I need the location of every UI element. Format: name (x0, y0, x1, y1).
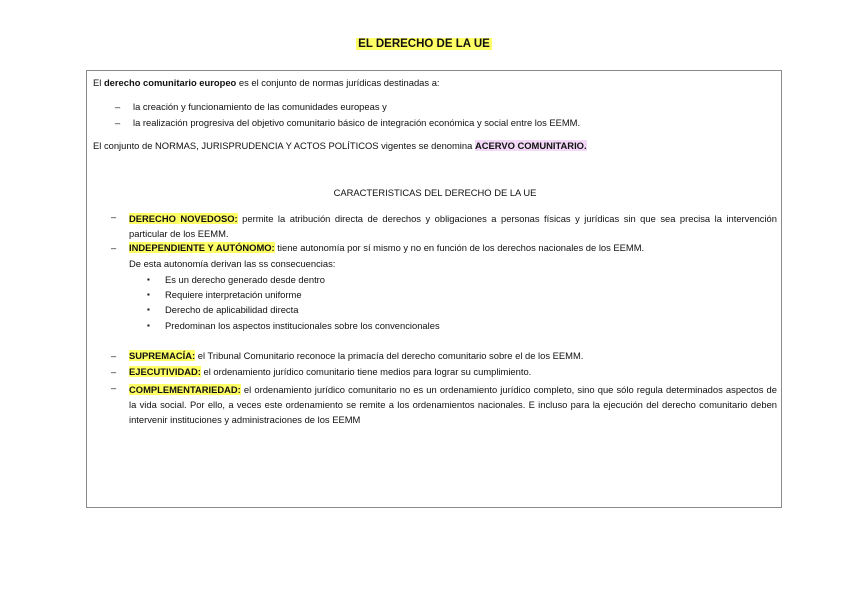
dash-marker: – (111, 211, 117, 222)
consecuencia-1: Es un derecho generado desde dentro (165, 274, 326, 285)
item-complementariedad: COMPLEMENTARIEDAD: el ordenamiento jurídico comunitario no es un ordenamiento jurídico completo, sino que sólo regula determinados aspectos de la vida social. Por ello, a veces este ordenamiento se remite a los ordenamientos nacionales. E incluso para la ejecución del derecho comunitario deben intervenir instituciones y administraciones de los EEMM (129, 384, 777, 425)
characteristics-heading: CARACTERISTICAS DEL DERECHO DE LA UE (333, 187, 537, 198)
consecuencia-4: Predominan los aspectos institucionales sobre los convencionales (165, 320, 440, 331)
item-ejecutividad: EJECUTIVIDAD: el ordenamiento jurídico comunitario tiene medios para lograr su cumplimiento. (129, 366, 532, 377)
intro-bold-term: derecho comunitario europeo (103, 77, 237, 88)
content-box (86, 70, 782, 508)
acervo-line: El conjunto de NORMAS, JURISPRUDENCIA Y ACTOS POLÍTICOS vigentes se denomina ACERVO COMUNITARIO. (93, 140, 587, 151)
label-complementariedad: COMPLEMENTARIEDAD: (129, 384, 241, 395)
bullet-marker: ▪ (147, 275, 150, 284)
dash-marker: – (111, 242, 117, 253)
item-supremacia: SUPREMACÍA: el Tribunal Comunitario reconoce la primacía del derecho comunitario sobre el de los EEMM. (129, 350, 584, 361)
dash-marker: – (111, 382, 117, 393)
item-novedoso: DERECHO NOVEDOSO: permite la atribución directa de derechos y obligaciones a personas físicas y jurídicas sin que sea precisa la intervención particular de los EEMM. (129, 213, 777, 239)
consecuencia-3: Derecho de aplicabilidad directa (165, 304, 299, 315)
dash-marker: – (115, 117, 121, 128)
document-title-text: EL DERECHO DE LA UE (358, 38, 490, 50)
label-ejecutividad: EJECUTIVIDAD: (129, 366, 201, 377)
intro-item-2: la realización progresiva del objetivo comunitario básico de integración económica y social entre los EEMM. (133, 117, 581, 128)
intro-item-1: la creación y funcionamiento de las comunidades europeas y (133, 101, 387, 112)
label-supremacia: SUPREMACÍA: (129, 350, 196, 361)
acervo-term: ACERVO COMUNITARIO. (474, 140, 587, 151)
bullet-marker: ▪ (147, 305, 150, 314)
bullet-marker: ▪ (147, 321, 150, 330)
intro-definition: El derecho comunitario europeo es el conjunto de normas jurídicas destinadas a: (93, 77, 440, 88)
document-title (0, 38, 848, 50)
consecuencias-intro: De esta autonomía derivan las ss consecuencias: (129, 258, 336, 269)
bullet-marker: ▪ (147, 290, 150, 299)
dash-marker: – (115, 101, 121, 112)
label-independiente: INDEPENDIENTE Y AUTÓNOMO: (129, 242, 275, 253)
consecuencia-2: Requiere interpretación uniforme (165, 289, 302, 300)
label-novedoso: DERECHO NOVEDOSO: (129, 213, 238, 224)
dash-marker: – (111, 366, 117, 377)
dash-marker: – (111, 350, 117, 361)
item-independiente: INDEPENDIENTE Y AUTÓNOMO: tiene autonomía por sí mismo y no en función de los derechos nacionales de los EEMM. (129, 242, 645, 253)
